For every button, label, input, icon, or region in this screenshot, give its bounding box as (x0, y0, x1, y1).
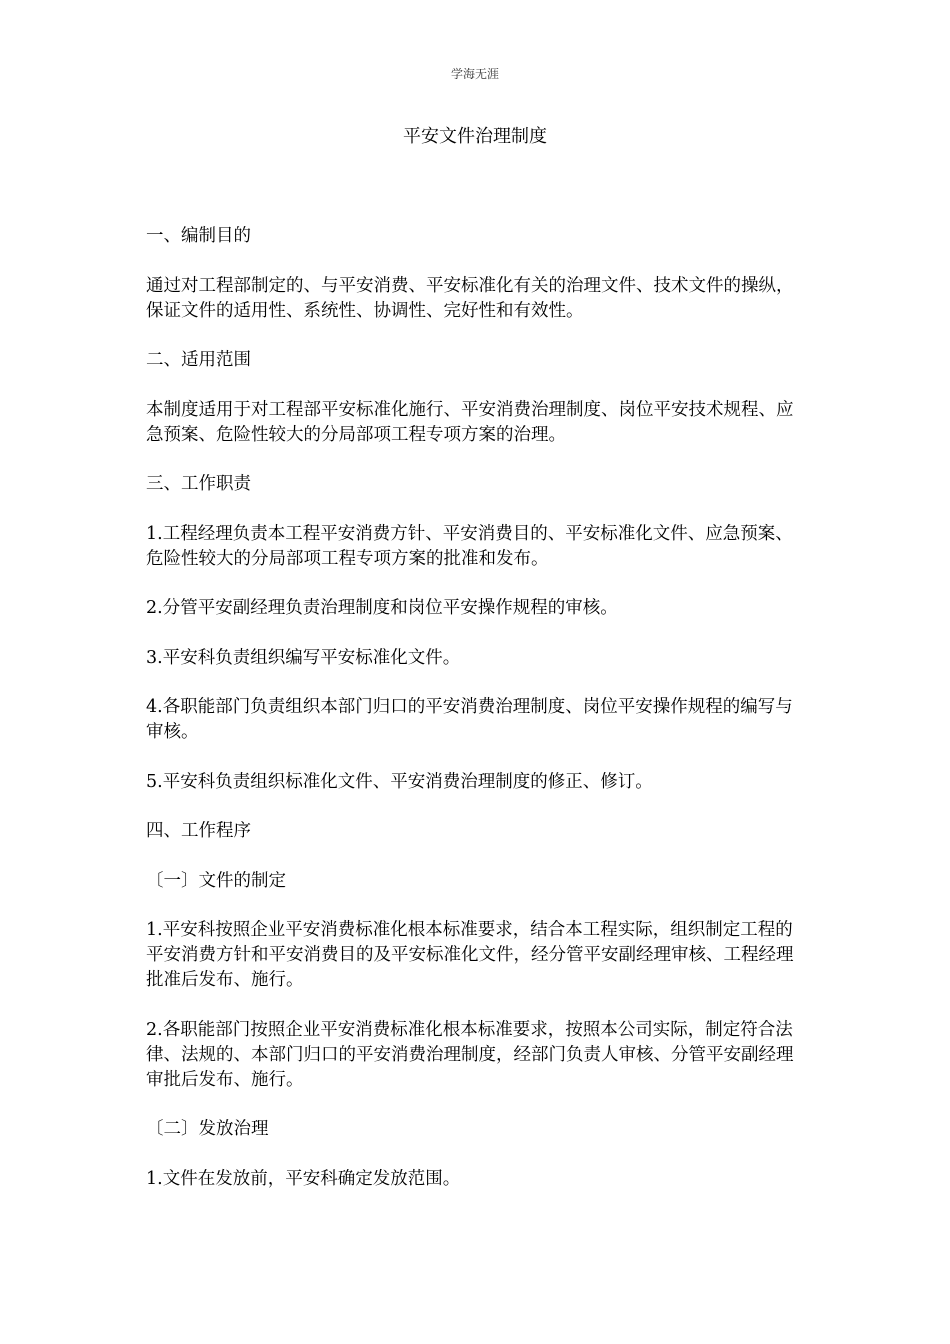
paragraph-purpose: 通过对工程部制定的、与平安消费、平安标准化有关的治理文件、技术文件的操纵，保证文件的适用性、系统性、协调性、完好性和有效性。 (146, 275, 794, 321)
paragraph-scope: 本制度适用于对工程部平安标准化施行、平安消费治理制度、岗位平安技术规程、应急预案、危险性较大的分局部项工程专项方案的治理。 (146, 399, 794, 445)
procedure-item-2: 2.各职能部门按照企业平安消费标准化根本标准要求，按照本公司实际，制定符合法律、法规的、本部门归口的平安消费治理制度，经部门负责人审核、分管平安副经理审批后发布、施行。 (146, 1019, 794, 1090)
subsection-heading-distribution: 〔二〕发放治理 (146, 1119, 269, 1139)
page-header: 学海无涯 (450, 67, 499, 81)
section-heading-purpose: 一、编制目的 (146, 226, 251, 246)
section-heading-scope: 二、适用范围 (146, 350, 251, 370)
duty-item-4: 4.各职能部门负责组织本部门归口的平安消费治理制度、岗位平安操作规程的编写与审核。 (146, 697, 793, 742)
duty-item-1: 1.工程经理负责本工程平安消费方针、平安消费目的、平安标准化文件、应急预案、危险性较大的分局部项工程专项方案的批准和发布。 (146, 523, 793, 569)
duty-item-5: 5.平安科负责组织标准化文件、平安消费治理制度的修正、修订。 (146, 771, 653, 792)
document-title: 平安文件治理制度 (403, 126, 547, 147)
document-body (146, 224, 802, 1216)
subsection-heading-drafting: 〔一〕文件的制定 (146, 870, 286, 891)
duty-item-3: 3.平安科负责组织编写平安标准化文件。 (146, 647, 461, 668)
duty-item-2: 2.分管平安副经理负责治理制度和岗位平安操作规程的审核。 (146, 598, 618, 618)
procedure-item-1: 1.平安科按照企业平安消费标准化根本标准要求，结合本工程实际，组织制定工程的平安消费方针和平安消费目的及平安标准化文件，经分管平安副经理审核、工程经理批准后发布、施行。 (146, 920, 794, 990)
section-heading-procedure: 四、工作程序 (146, 821, 251, 841)
distribution-item-1: 1.文件在发放前，平安科确定发放范围。 (146, 1168, 461, 1189)
section-heading-duties: 三、工作职责 (146, 474, 251, 494)
